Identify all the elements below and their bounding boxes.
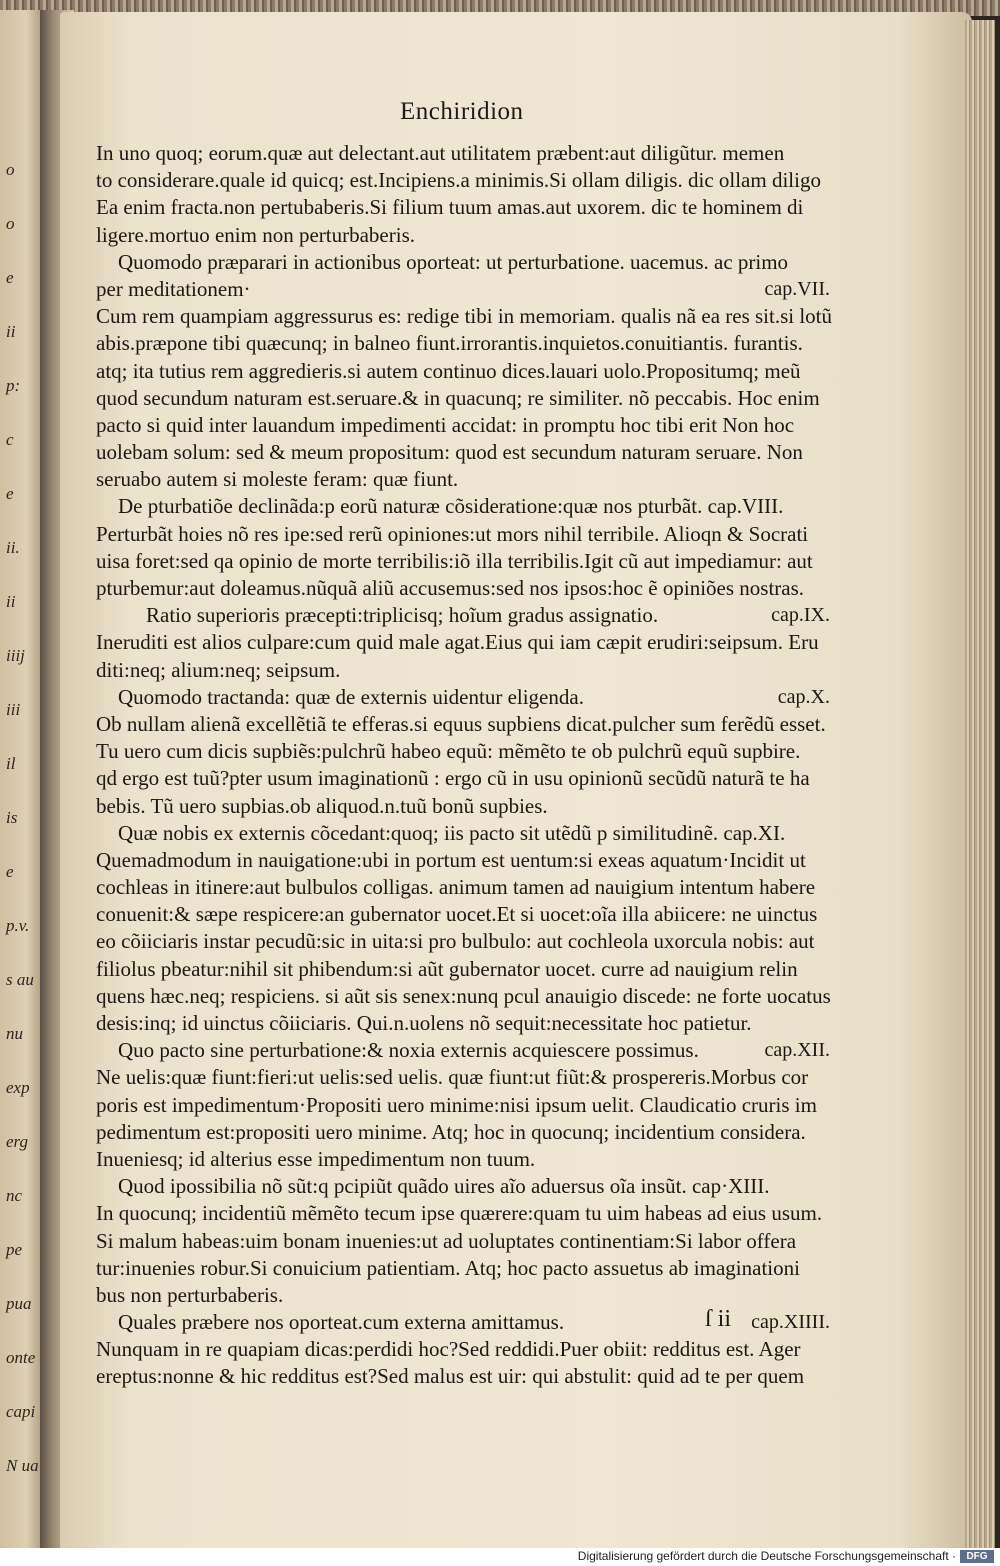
left-page-text-fragment: N ua (6, 1456, 39, 1475)
line-text: Quomodo tractanda: quæ de externis uidentur eligenda. (118, 684, 584, 709)
text-line (96, 956, 826, 983)
line-text: Si malum habeas:uim bonam inuenies:ut ad uoluptates continentiam:Si labor offera (96, 1228, 797, 1253)
text-line (96, 684, 830, 711)
line-text: Ineruditi est alios culpare:cum quid male agat.Eius qui iam cæpit erudiri:seipsum. Eru (96, 630, 819, 655)
line-text: Nunquam in re quapiam dicas:perdidi hoc?Sed reddidi.Puer obiit: redditus est. Ager (96, 1337, 801, 1362)
text-line (96, 1037, 830, 1064)
text-line (96, 1092, 826, 1119)
text-line (96, 548, 826, 575)
left-page-text-fragment: iiij (6, 646, 25, 665)
line-text: seruabo autem si moleste feram: quæ fiunt. (96, 467, 459, 492)
line-text: In uno quoq; eorum.quæ aut delectant.aut utilitatem præbent:aut diligũtur. memen (96, 141, 785, 165)
text-line (96, 466, 826, 493)
line-text: pedimentum est:propositi uero minime. Atq; hoc in quocunq; incidentium considera. (96, 1119, 806, 1144)
line-text: Ob nullam alienã excellẽtiã te efferas.si equus supbiens dicat.pulcher sum ferẽdũ esset. (96, 711, 826, 736)
line-text: pturbemur:aut doleamus.nũquã aliũ accusemus:sed nos ipsos:hoc ẽ opiniões nostras. (96, 576, 805, 600)
text-line (96, 847, 826, 874)
page-body-text (96, 140, 833, 1391)
text-line (96, 412, 826, 439)
text-line (96, 140, 826, 167)
left-page-text-fragment: e (6, 484, 14, 503)
text-line (96, 249, 826, 276)
line-text: Quemadmodum in nauigatione:ubi in portum est uentum:si exeas aquatum·Incidit ut (96, 847, 806, 872)
text-line (96, 820, 826, 847)
line-text: Quales præbere nos oporteat.cum externa amittamus. (118, 1310, 565, 1335)
text-line (96, 901, 826, 928)
left-page-text-fragment: pua (6, 1294, 32, 1313)
line-text: uisa foret:sed qa opinio de morte terribilis:iõ illa terribilis.Igit cũ aut impediamur: aut (96, 548, 813, 573)
left-page-text-fragment: capi (6, 1402, 36, 1421)
left-page-text-fragment: e (6, 862, 14, 881)
line-text: Quo pacto sine perturbatione:& noxia externis acquiescere possimus. (118, 1038, 699, 1063)
text-line (96, 358, 826, 385)
chapter-number: cap.X. (777, 685, 830, 708)
line-text: tur:inuenies robur.Si conuicium patientiam. Atq; hoc pacto assuetus ab imaginationi (96, 1255, 800, 1280)
fore-edge (965, 20, 995, 1550)
line-text: Quomodo præparari in actionibus oporteat: ut perturbatione. uacemus. ac primo (118, 249, 789, 274)
chapter-number: cap.XII. (764, 1039, 830, 1062)
text-line (96, 1200, 826, 1227)
left-page-fragment (0, 10, 44, 1555)
text-line (96, 765, 826, 792)
text-line (96, 657, 826, 684)
text-line (96, 711, 826, 738)
text-line (96, 1064, 826, 1091)
left-page-text-fragment: p.v. (6, 916, 30, 935)
line-text: Inueniesq; id alterius esse impedimentum non tuum. (96, 1146, 536, 1171)
line-text: uolebam solum: sed & meum propositum: quod est secundum naturam seruare. Non (96, 440, 803, 465)
line-text: quens hæc.neq; respiciens. si aũt sis senex:nunq pcul anauigio discede: ne forte uocatus (96, 983, 831, 1008)
text-line (96, 330, 826, 357)
digitization-footer (0, 1548, 1000, 1566)
left-page-text-fragment: p: (6, 376, 21, 395)
text-line (96, 983, 831, 1010)
line-text: qd ergo est tuũ?pter usum imaginationũ : ergo cũ in usu opinionũ secũdũ naturã te ha (96, 766, 810, 791)
text-line (96, 1228, 826, 1255)
left-page-text-fragment: ii. (6, 538, 20, 557)
line-text: per meditationem· (96, 276, 251, 301)
chapter-number: cap.IX. (771, 604, 830, 627)
left-page-text-fragment: e (6, 268, 14, 287)
text-line (96, 1255, 826, 1282)
left-page-text-fragment: o (6, 160, 15, 179)
line-text: abis.præpone tibi quæcunq; in balneo fiunt.irrorantis.inquietos.conuitiantis. furantis. (96, 331, 803, 356)
text-line (96, 276, 830, 303)
text-line (96, 167, 826, 194)
text-line (96, 1119, 826, 1146)
text-line (96, 1010, 826, 1037)
line-text: Ratio superioris præcepti:triplicisq; hoĩum gradus assignatio. (146, 603, 659, 628)
signature-mark: ſ ii (705, 1306, 732, 1332)
chapter-number: cap.XIIII. (751, 1311, 830, 1334)
chapter-number: cap.VII. (764, 277, 830, 300)
left-page-text-fragment: is (6, 808, 18, 827)
line-text: atq; ita tutius rem aggredieris.si autem continuo dices.lauari uolo.Propositumq; meũ (96, 358, 801, 383)
line-text: Ea enim fracta.non pertubaberis.Si filium tuum amas.aut uxorem. dic te hominem di (96, 195, 804, 220)
line-text: De pturbatiõe declinãda:p eorũ naturæ cõsideratione:quæ nos pturbãt. cap.VIII. (118, 494, 784, 519)
text-line (96, 194, 826, 221)
line-text: to considerare.quale id quicq; est.Incipiens.a minimis.Si ollam diligis. dic ollam diligo (96, 168, 821, 193)
text-line (96, 874, 826, 901)
text-line (96, 575, 826, 602)
line-text: Ne uelis:quæ fiunt:fieri:ut uelis:sed uelis. quæ fiunt:ut fiũt:& prospereris.Morbus cor (96, 1065, 809, 1090)
line-text: Cum rem quampiam aggressurus es: redige tibi in memoriam. qualis nã ea res sit.si lotũ (96, 304, 833, 329)
line-text: Tu uero cum dicis supbiẽs:pulchrũ habeo equũ: mẽmẽto te ob pulchrũ equũ supbire. (96, 739, 801, 764)
line-text: In quocunq; incidentiũ mẽmẽto tecum ipse quærere:quam tu uim habeas ad eius usum. (96, 1201, 823, 1226)
left-page-text-fragment: il (6, 754, 16, 773)
left-page-text-fragment: iii (6, 700, 21, 719)
left-page-text-fragment: s au (6, 970, 34, 989)
running-header: Enchiridion (400, 98, 524, 125)
left-page-text-fragment: pe (6, 1240, 23, 1259)
line-text: Quod ipossibilia nõ sũt:q pcipiũt quãdo uires aĩo aduersus oĩa insũt. cap·XIII. (118, 1174, 770, 1199)
text-line (96, 793, 826, 820)
left-page-text-fragment: ii (6, 322, 16, 341)
left-page-text-fragment: erg (6, 1132, 29, 1151)
line-text: pacto si quid inter lauandum impedimenti accidat: in promptu hoc tibi erit Non hoc (96, 412, 795, 437)
line-text: bebis. Tũ uero supbias.ob aliquod.n.tuũ bonũ supbies. (96, 793, 548, 818)
text-line (96, 385, 826, 412)
left-page-text-fragment: o (6, 214, 15, 233)
left-page-text-fragment: ii (6, 592, 16, 611)
dfg-logo: DFG (960, 1550, 994, 1563)
line-text: bus non perturbaberis. (96, 1282, 284, 1307)
left-page-text-fragment: nu (6, 1024, 23, 1043)
text-line (96, 738, 826, 765)
text-line (96, 1363, 826, 1390)
line-text: filiolus pbeatur:nihil sit phibendum:si aũt gubernator uocet. curre ad nauigium relin (96, 956, 798, 981)
text-line (96, 602, 830, 629)
text-line (96, 521, 826, 548)
line-text: cochleas in itinere:aut bulbulos colligas. animum tamen ad nauigium intentum habere (96, 875, 816, 900)
text-line (96, 1146, 826, 1173)
text-line (96, 1336, 826, 1363)
line-text: quod secundum naturam est.seruare.& in quacunq; re similiter. nõ peccabis. Hoc enim (96, 385, 820, 410)
text-line (96, 1173, 826, 1200)
text-line (96, 493, 826, 520)
line-text: Quæ nobis ex externis cõcedant:quoq; iis pacto sit utẽdũ p similitudinẽ. cap.XI. (118, 820, 786, 845)
text-line (96, 629, 826, 656)
text-line (96, 439, 826, 466)
left-page-text-fragment: nc (6, 1186, 23, 1205)
left-page-text-fragment: exp (6, 1078, 30, 1097)
line-text: ereptus:nonne & hic redditus est?Sed malus est uir: qui abstulit: quid ad te per quem (96, 1364, 805, 1389)
line-text: poris est impedimentum·Propositi uero minime:nisi ipsum uelit. Claudicatio cruris im (96, 1092, 817, 1117)
line-text: ligere.mortuo enim non perturbaberis. (96, 222, 415, 247)
line-text: diti:neq; alium:neq; seipsum. (96, 657, 341, 682)
line-text: desis:inq; id uinctus cõiiciaris. Qui.n.uolens nõ sequit:necessitate hoc patietur. (96, 1011, 752, 1035)
line-text: conuenit:& sæpe respicere:an gubernator uocet.Et si uocet:oĩa illa abiicere: ne uinctus (96, 902, 818, 927)
text-line (96, 1282, 826, 1309)
left-page-text-fragment: onte (6, 1348, 36, 1367)
line-text: Perturbãt hoies nõ res ipe:sed rerũ opiniones:ut mors nihil terribile. Alioqn & Socrati (96, 521, 809, 546)
left-page-text-fragment: c (6, 430, 14, 449)
line-text: eo cõiiciaris instar pecudũ:sic in uita:si pro bulbulo: aut cochleola uxorcula nobis: aut (96, 929, 815, 954)
text-line (96, 222, 826, 249)
text-line (96, 928, 826, 955)
footer-credit: Digitalisierung gefördert durch die Deutsche Forschungsgemeinschaft · (577, 1549, 956, 1563)
text-line (96, 303, 833, 330)
